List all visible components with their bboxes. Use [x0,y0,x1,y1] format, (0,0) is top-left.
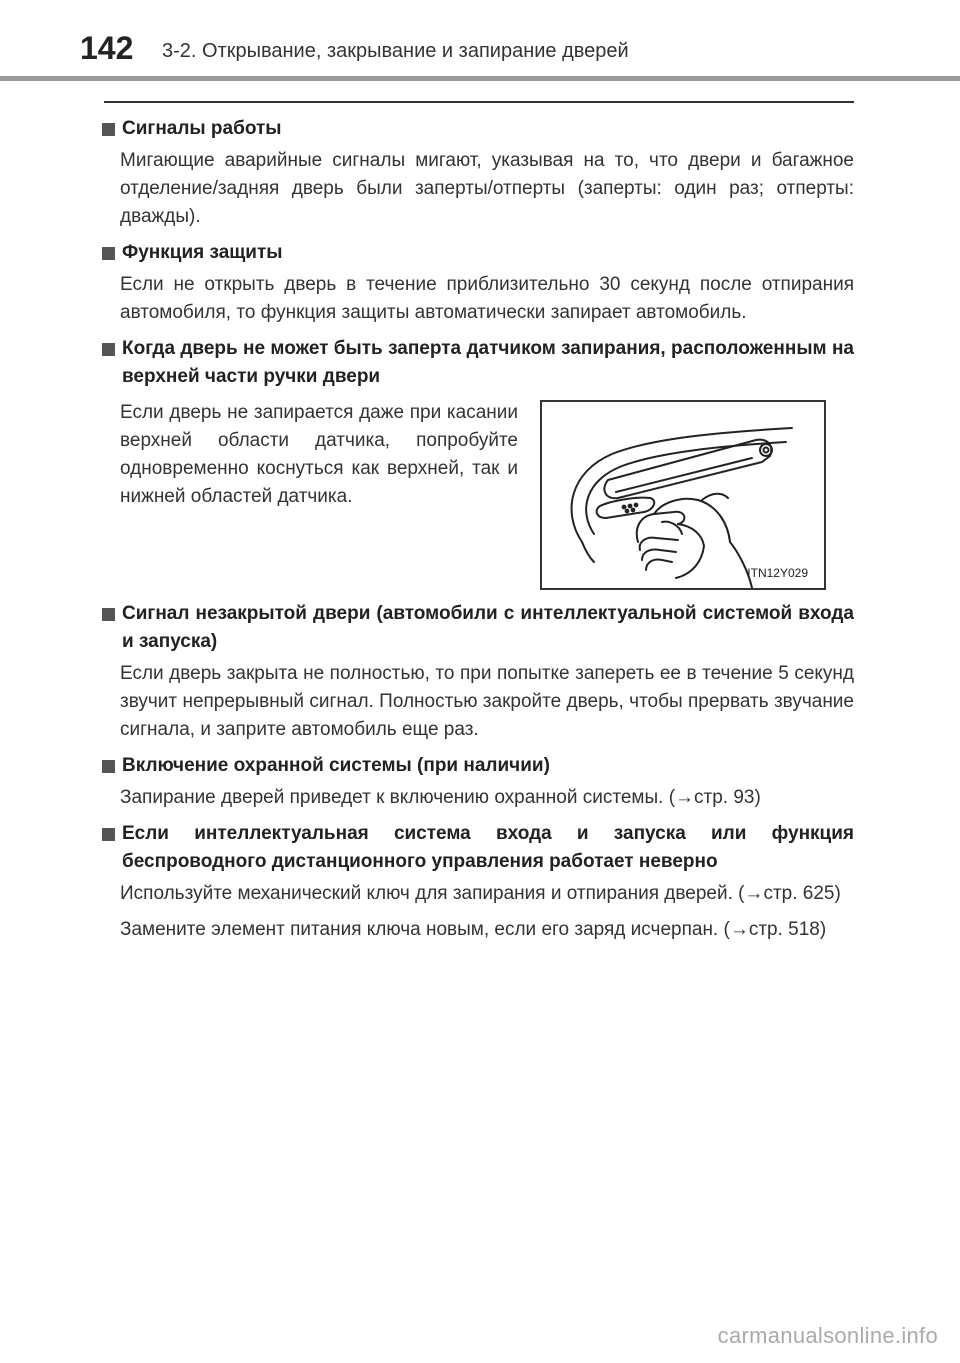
section-heading: Сигналы работы [100,115,854,143]
section-text: Если дверь закрыта не полностью, то при попытке запереть ее в течение 5 секунд звучит непрерывный сигнал. Полностью закройте дверь, чтобы прервать звучание сигнала, и заприте автомобиль еще раз. [120,663,854,740]
door-handle-hand-illustration-icon [542,402,824,588]
figure-row [100,395,854,590]
section-heading: Сигнал незакрытой двери (автомобили с интеллектуальной системой входа и запуска) [100,600,854,656]
section-protection-function [100,239,854,327]
section-text: Если дверь не запирается даже при касании верхней области датчика, попробуйте одновременно коснуться как верхней, так и нижней областей датчика. [120,402,518,507]
section-text: Запирание дверей приведет к включению охранной системы. (→стр. 93) [120,787,761,808]
figure-code: ITN12Y029 [747,566,808,580]
section-heading: Включение охранной системы (при наличии) [100,752,854,780]
door-handle-figure [540,400,826,590]
section-text: Используйте механический ключ для запирания и отпирания дверей. (→стр. 625) [120,883,841,904]
section-alarm-system [100,752,854,812]
page-content [100,107,854,944]
square-bullet-icon [102,828,115,841]
section-text: Если не открыть дверь в течение приблизительно 30 секунд после отпирания автомобиля, то функция защиты автоматически запирает автомобиль. [120,274,854,323]
section-heading: Если интеллектуальная система входа и запуска или функция беспроводного дистанционного управления работает неверно [100,820,854,876]
section-text-2: Замените элемент питания ключа новым, если его заряд исчерпан. (→стр. 518) [120,919,827,940]
section-heading: Когда дверь не может быть заперта датчиком запирания, расположенным на верхней части ручки двери [100,335,854,391]
chapter-title: 3-2. Открывание, закрывание и запирание дверей [162,40,629,62]
square-bullet-icon [102,343,115,356]
square-bullet-icon [102,123,115,136]
section-operation-signals [100,115,854,231]
content-divider [104,101,854,103]
square-bullet-icon [102,608,115,621]
section-open-door-signal [100,600,854,744]
section-text: Мигающие аварийные сигналы мигают, указывая на то, что двери и багажное отделение/задняя дверь были заперты/отперты (заперты: один раз; отперты: дважды). [120,150,854,227]
square-bullet-icon [102,247,115,260]
watermark: carmanualsonline.info [717,1323,938,1348]
header-divider [0,76,960,81]
section-lock-sensor [100,335,854,590]
section-heading: Функция защиты [100,239,854,267]
square-bullet-icon [102,760,115,773]
page-number: 142 [80,30,134,66]
section-malfunction [100,820,854,944]
page-header [0,0,960,84]
